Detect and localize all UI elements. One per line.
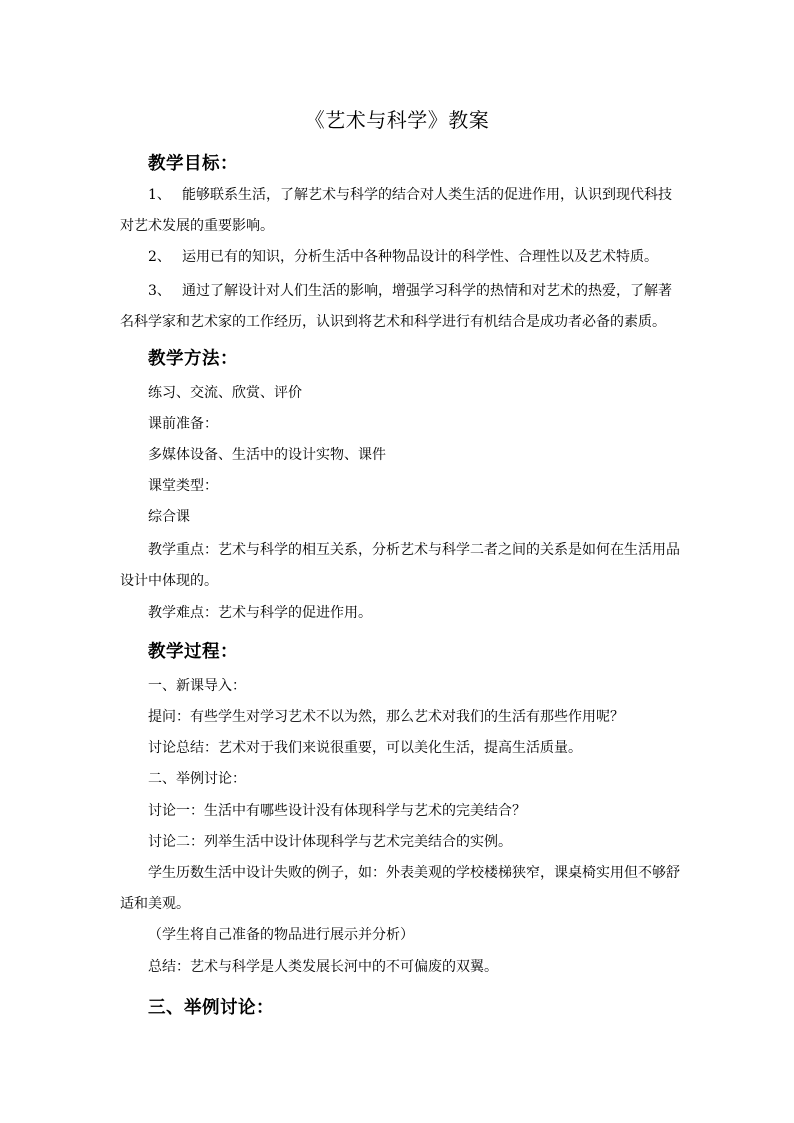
prep-label: 课前准备： [148,416,218,432]
goal-3-number: 3、 [148,283,171,299]
question-text: 提问：有些学生对学习艺术不以为然，那么艺术对我们的生活有那些作用呢？ [148,709,624,725]
goal-1-number: 1、 [148,187,171,203]
prep-text: 多媒体设备、生活中的设计实物、课件 [148,447,386,463]
methods-heading: 教学方法： [148,349,238,369]
goal-3-text: 通过了解设计对人们生活的影响，增强学习科学的热情和对艺术的热爱，了解著 [182,283,672,299]
goal-2-text: 运用已有的知识，分析生活中各种物品设计的科学性、合理性以及艺术特质。 [182,249,658,265]
discussion-1-text: 讨论一：生活中有哪些设计没有体现科学与艺术的完美结合？ [148,803,526,819]
goal-2-number: 2、 [148,249,171,265]
student-examples-line-1: 学生历数生活中设计失败的例子，如：外表美观的学校楼梯狭窄，课桌椅实用但不够舒 [148,865,680,881]
process-heading: 教学过程： [148,642,238,662]
examples-heading: 二、举例讨论： [148,771,246,787]
difficulty-text: 教学难点：艺术与科学的促进作用。 [148,605,372,621]
discussion-summary-text: 讨论总结：艺术对于我们来说很重要，可以美化生活，提高生活质量。 [148,740,582,756]
goals-heading: 教学目标： [148,154,238,174]
goal-1-line-1 [148,180,708,210]
methods-text: 练习、交流、欣赏、评价 [148,385,302,401]
goal-2-line-1 [148,242,708,272]
discussion-2-text: 讨论二：列举生活中设计体现科学与艺术完美结合的实例。 [148,834,512,850]
student-examples-line-2: 适和美观。 [120,896,190,912]
type-label: 课堂类型： [148,478,218,494]
summary-text: 总结：艺术与科学是人类发展长河中的不可偏废的双翼。 [148,959,498,975]
goal-1-text: 能够联系生活，了解艺术与科学的结合对人类生活的促进作用，认识到现代科技 [182,187,672,203]
key-point-line-2: 设计中体现的。 [120,573,218,589]
section-3-heading: 三、举例讨论： [148,998,274,1018]
goal-3-line-1 [148,276,708,306]
goal-1-line-2: 对艺术发展的重要影响。 [120,218,274,234]
type-text: 综合课 [148,509,190,525]
intro-heading: 一、新课导入： [148,678,246,694]
goal-3-line-2: 名科学家和艺术家的工作经历，认识到将艺术和科学进行有机结合是成功者必备的素质。 [120,314,666,330]
student-show-text: （学生将自己准备的物品进行展示并分析） [148,927,414,943]
document-title: 《艺术与科学》教案 [304,108,490,132]
key-point-line-1: 教学重点：艺术与科学的相互关系，分析艺术与科学二者之间的关系是如何在生活用品 [148,542,680,558]
